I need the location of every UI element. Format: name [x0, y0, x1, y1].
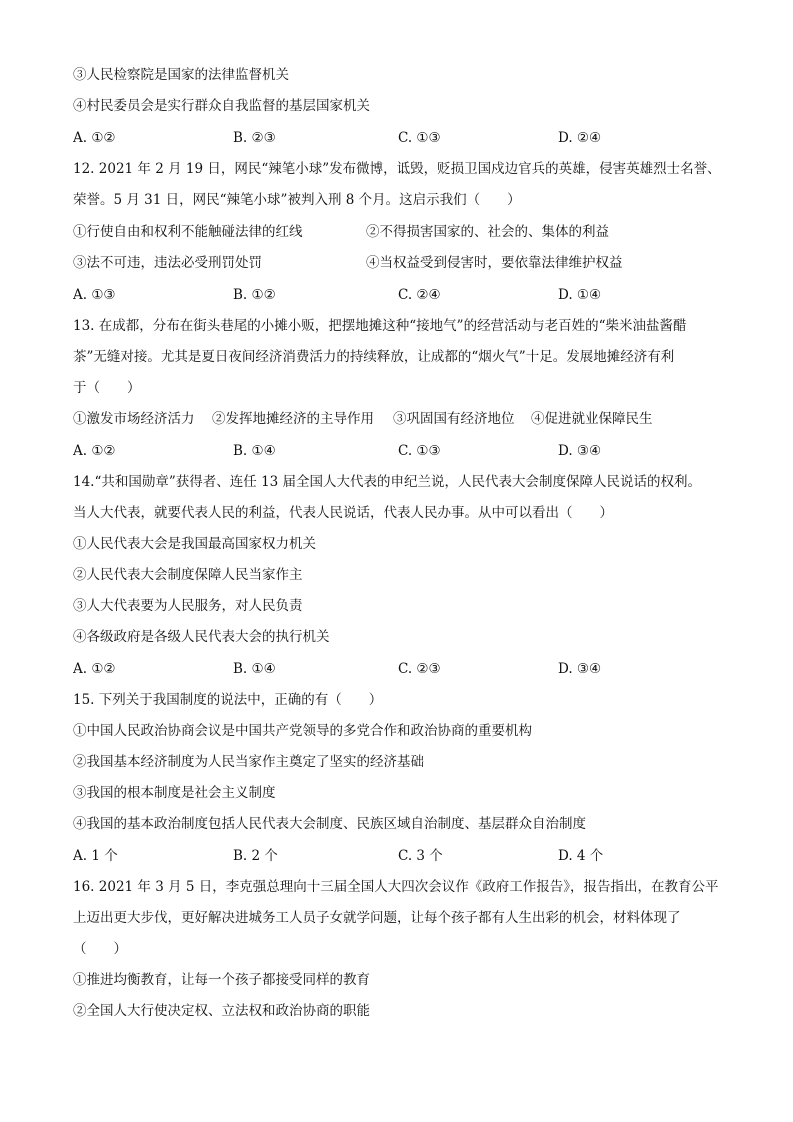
q11-statement-3: ③人民检察院是国家的法律监督机关 [73, 67, 289, 83]
q15-statement-4: ④我国的基本政治制度包括人民代表大会制度、民族区域自治制度、基层群众自治制度 [73, 816, 586, 832]
q12-option-c[interactable]: C. ②④ [398, 287, 441, 303]
q14-option-a[interactable]: A. ①② [73, 661, 116, 677]
q15-option-d[interactable]: D. 4 个 [558, 848, 604, 864]
q13-statements-row [73, 408, 733, 430]
q13-statement-3: ③巩固国有经济地位 [393, 411, 515, 427]
q15-option-a[interactable]: A. 1 个 [73, 848, 118, 864]
q14-statement-2: ②人民代表大会制度保障人民当家作主 [73, 567, 303, 583]
q16-stem-line-2: 上迈出更大步伐，更好解决进城务工人员子女就学问题，让每个孩子都有人生出彩的机会，材料体现了 [73, 910, 681, 926]
q15-option-b[interactable]: B. 2 个 [233, 848, 278, 864]
q13-statement-1: ①激发市场经济活力 [73, 411, 195, 427]
q14-options [73, 658, 733, 680]
q11-option-d[interactable]: D. ②④ [558, 130, 602, 146]
q11-option-c[interactable]: C. ①③ [398, 130, 441, 146]
q15-option-c[interactable]: C. 3 个 [398, 848, 443, 864]
q12-statement-1: ①行使自由和权利不能触碰法律的红线 [73, 224, 303, 240]
q16-statement-1: ①推进均衡教育，让每一个孩子都接受同样的教育 [73, 972, 370, 988]
q11-option-b[interactable]: B. ②③ [233, 130, 276, 146]
q15-statement-3: ③我国的根本制度是社会主义制度 [73, 785, 276, 801]
q15-stem-line-1: 15. 下列关于我国制度的说法中，正确的有（ ） [73, 692, 383, 708]
q12-statement-2: ②不得损害国家的、社会的、集体的利益 [366, 224, 609, 240]
q12-options [73, 284, 733, 306]
q13-stem-line-1: 13. 在成都，分布在街头巷尾的小摊小贩，把摆地摊这种“接地气”的经营活动与老百姓的“柴米油盐酱醋 [73, 318, 687, 334]
q12-statements-row-1 [73, 221, 733, 243]
q15-statement-1: ①中国人民政治协商会议是中国共产党领导的多党合作和政治协商的重要机构 [73, 723, 532, 739]
q11-options [73, 127, 733, 149]
q16-statement-2: ②全国人大行使决定权、立法权和政治协商的职能 [73, 1003, 370, 1019]
q13-statement-4: ④促进就业保障民生 [531, 411, 653, 427]
q12-option-b[interactable]: B. ①② [233, 287, 276, 303]
q13-stem-line-3: 于（ ） [73, 380, 141, 396]
q14-stem-line-2: 当人大代表，就要代表人民的利益，代表人民说话，代表人民办事。从中可以看出（ ） [73, 505, 613, 521]
q15-statement-2: ②我国基本经济制度为人民当家作主奠定了坚实的经济基础 [73, 754, 424, 770]
q13-statement-2: ②发挥地摊经济的主导作用 [212, 411, 374, 427]
q16-stem-line-1: 16. 2021 年 3 月 5 日，李克强总理向十三届全国人大四次会议作《政府工作报告》，报告指出，在教育公平 [73, 879, 719, 895]
q12-option-a[interactable]: A. ①③ [73, 287, 116, 303]
q12-stem-line-1: 12. 2021 年 2 月 19 日，网民“辣笔小球”发布微博，诋毁，贬损卫国戍边官兵的英雄，侵害英雄烈士名誉、 [73, 161, 721, 177]
q14-option-c[interactable]: C. ②③ [398, 661, 441, 677]
q13-options [73, 440, 733, 462]
q11-statement-4: ④村民委员会是实行群众自我监督的基层国家机关 [73, 98, 370, 114]
q15-options [73, 845, 733, 867]
q14-statement-4: ④各级政府是各级人民代表大会的执行机关 [73, 629, 330, 645]
q14-statement-1: ①人民代表大会是我国最高国家权力机关 [73, 536, 316, 552]
q14-statement-3: ③人大代表要为人民服务，对人民负责 [73, 598, 303, 614]
q13-option-d[interactable]: D. ③④ [558, 443, 602, 459]
q13-stem-line-2: 茶”无缝对接。尤其是夏日夜间经济消费活力的持续释放，让成都的“烟火气”十足。发展地摊经济有利 [73, 349, 675, 365]
q12-statements-row-2 [73, 252, 733, 274]
q13-option-b[interactable]: B. ①④ [233, 443, 276, 459]
q12-option-d[interactable]: D. ①④ [558, 287, 602, 303]
q13-option-c[interactable]: C. ①③ [398, 443, 441, 459]
q14-stem-line-1: 14.“共和国勋章”获得者、连任 13 届全国人大代表的申纪兰说，人民代表大会制度保障人民说话的权利。 [73, 474, 702, 490]
q14-option-b[interactable]: B. ①④ [233, 661, 276, 677]
q14-option-d[interactable]: D. ③④ [558, 661, 602, 677]
q11-option-a[interactable]: A. ①② [73, 130, 116, 146]
q13-option-a[interactable]: A. ①② [73, 443, 116, 459]
q12-statement-3: ③法不可违，违法必受刑罚处罚 [73, 255, 262, 271]
q12-stem-line-2: 荣誉。5 月 31 日，网民“辣笔小球”被判入刑 8 个月。这启示我们（ ） [73, 192, 521, 208]
q16-stem-line-3: （ ） [73, 941, 127, 957]
q12-statement-4: ④当权益受到侵害时，要依靠法律维护权益 [366, 255, 623, 271]
